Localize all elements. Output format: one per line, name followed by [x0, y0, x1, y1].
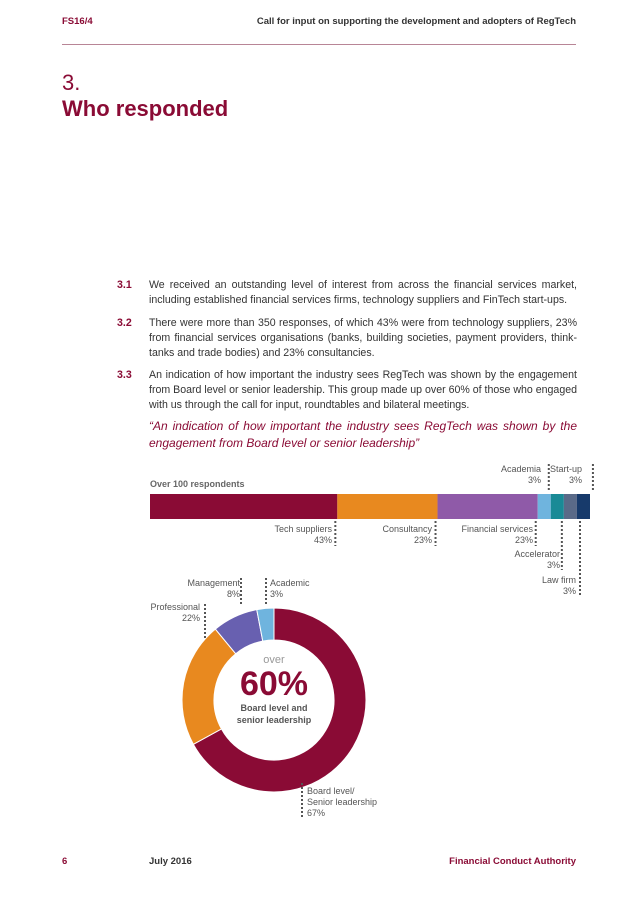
document-code: FS16/4 [62, 16, 93, 27]
legend-accelerator-name: Accelerator [514, 549, 560, 559]
bar-segment-tech-suppliers [150, 494, 337, 519]
bar-segment-start-up [564, 494, 577, 519]
slice-management-name: Management [187, 578, 240, 588]
donut-center-value: 60% [239, 665, 309, 703]
legend-accelerator-value: 3% [546, 560, 560, 570]
legend-financial-services-name: Financial services [461, 524, 533, 534]
donut-center [214, 654, 334, 726]
slice-management-value: 8% [226, 589, 240, 599]
donut-label-management [187, 578, 240, 600]
legend-academia-value: 3% [527, 475, 541, 485]
document-title: Call for input on supporting the development and adopters of RegTech [256, 16, 576, 27]
bar-segment-consultancy [337, 494, 437, 519]
legend-start-up-value: 3% [568, 475, 582, 485]
legend-financial-services-value: 23% [514, 535, 533, 545]
slice-board-level-name-2: Senior leadership [307, 797, 378, 807]
legend-start-up-name: Start-up [549, 464, 582, 474]
pull-quote: “An indication of how important the industry sees RegTech was shown by the engagement from Board level or senior leadership” [149, 419, 577, 450]
bar-segment-academia [538, 494, 551, 519]
donut-center-over: over [263, 654, 285, 666]
bar-label-financial-services [461, 524, 533, 546]
donut-label-professional [150, 602, 200, 624]
bar-label-start-up [550, 464, 582, 486]
donut-center-caption-1: Board level and [240, 703, 308, 713]
bar-label-academia [501, 464, 541, 486]
footer-date: July 2016 [149, 856, 192, 867]
slice-professional-value: 22% [181, 613, 200, 623]
legend-academia-name: Academia [500, 464, 541, 474]
paragraph-text: There were more than 350 responses, of which 43% were from technology suppliers, 23% from financial services organisations (banks, building societies, payment providers, think-tanks and trade bodies) and 23% consultancies. [149, 317, 577, 359]
slice-academic-name: Academic [270, 578, 310, 588]
paragraph-number: 3.2 [117, 317, 132, 329]
legend-tech-suppliers-value: 43% [313, 535, 332, 545]
bar-label-accelerator [514, 549, 560, 571]
legend-tech-suppliers-name: Tech suppliers [274, 524, 332, 534]
bar-label-tech-suppliers [274, 524, 332, 546]
bar-segment-law-firm [577, 494, 590, 519]
bar-segment-financial-services [438, 494, 538, 519]
slice-board-level-name: Board level/ [307, 786, 355, 796]
section-title: Who responded [62, 96, 229, 121]
footer-organisation: Financial Conduct Authority [449, 856, 576, 867]
bar-chart-title: Over 100 respondents [150, 479, 245, 489]
bar-label-law-firm [542, 575, 576, 597]
legend-law-firm-name: Law firm [541, 575, 576, 585]
paragraph-text: An indication of how important the industry sees RegTech was shown by the engagement from Board level or senior leadership. This group made up over 60% of those who engaged with us through the call for input, roundtables and bilateral meetings. [149, 369, 577, 411]
slice-board-level-value: 67% [307, 808, 326, 818]
section-number: 3. [62, 70, 81, 95]
donut-center-caption-2: senior leadership [236, 715, 312, 725]
legend-consultancy-value: 23% [413, 535, 432, 545]
legend-law-firm-value: 3% [562, 586, 576, 596]
slice-professional-name: Professional [150, 602, 200, 612]
paragraph-number: 3.3 [117, 369, 132, 381]
donut-label-board-level [307, 786, 377, 819]
paragraph-text: We received an outstanding level of interest from across the financial services market, including established financial services firms, technology suppliers and FinTech start-ups. [149, 279, 577, 306]
slice-academic-value: 3% [270, 589, 284, 599]
legend-consultancy-name: Consultancy [382, 524, 432, 534]
bar-segment-accelerator [551, 494, 564, 519]
donut-label-academic [270, 578, 310, 600]
page-number: 6 [62, 856, 68, 867]
paragraph-number: 3.1 [117, 279, 132, 291]
bar-label-consultancy [382, 524, 432, 546]
